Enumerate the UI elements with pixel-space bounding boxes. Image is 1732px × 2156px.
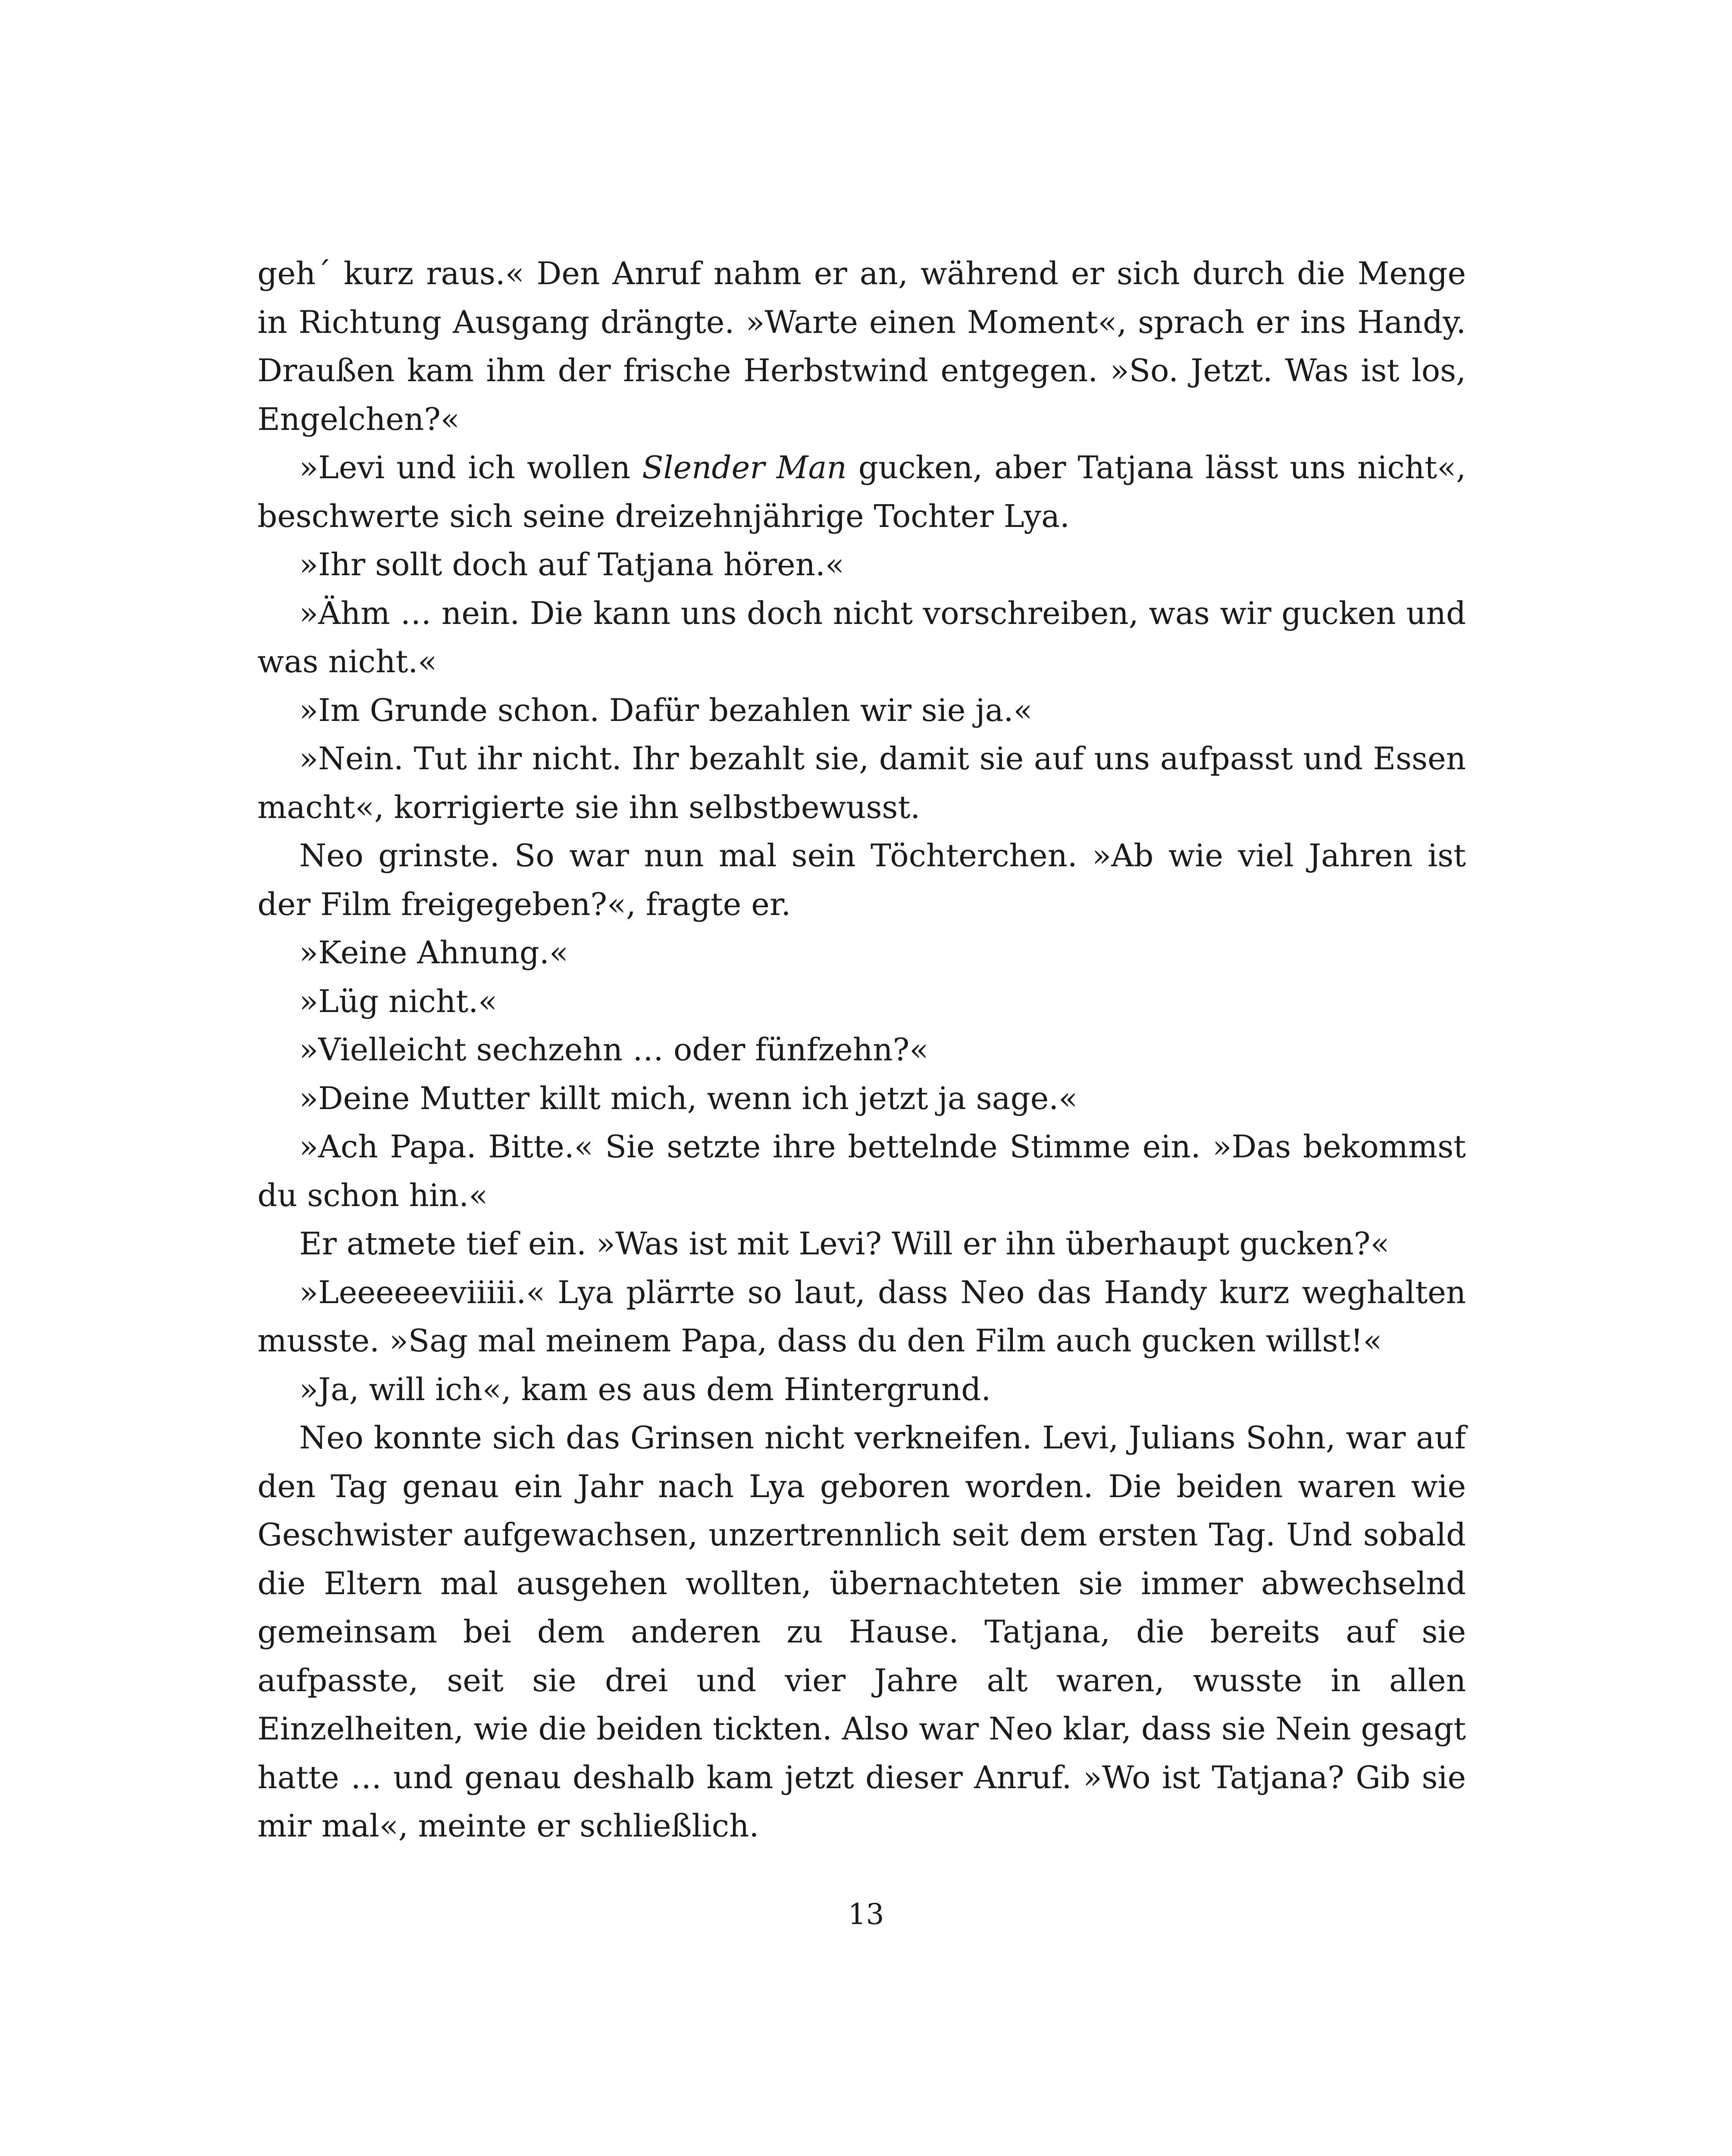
paragraph-5: »Im Grunde schon. Dafür bezahlen wir sie ja.« bbox=[299, 692, 1033, 728]
paragraph-2: »Levi und ich wollen Slender Man gucken, aber Tatjana lässt uns nicht«, beschwerte sich seine dreizehnjährige Tochter Lya. bbox=[257, 449, 1466, 534]
paragraph-15: »Ja, will ich«, kam es aus dem Hintergrund. bbox=[299, 1371, 991, 1407]
page-number: 13 bbox=[848, 1898, 884, 1931]
paragraph-8: »Keine Ahnung.« bbox=[299, 934, 568, 971]
paragraph-13: Er atmete tief ein. »Was ist mit Levi? Will er ihn überhaupt gucken?« bbox=[299, 1225, 1390, 1262]
paragraph-1: geh´ kurz raus.« Den Anruf nahm er an, während er sich durch die Menge in Richtung Ausgang drängte. »Warte einen Moment«, sprach er ins Handy. Draußen kam ihm der frische Herbstwind entgegen. »So. Jetzt. Was ist los, Engelchen?« bbox=[257, 255, 1466, 437]
paragraph-3: »Ihr sollt doch auf Tatjana hören.« bbox=[299, 546, 844, 583]
paragraph-16: Neo konnte sich das Grinsen nicht verkneifen. Levi, Julians Sohn, war auf den Tag genau ein Jahr nach Lya geboren worden. Die beiden waren wie Geschwister aufgewachsen, unzertrennlich seit dem ersten Tag. Und sobald die Eltern mal ausgehen wollten, übernachteten sie immer abwechselnd gemeinsam bei dem anderen zu Hause. Tatjana, die bereits auf sie aufpasste, seit sie drei und vier Jahre alt waren, wusste in allen Einzelheiten, wie die beiden tickten. Also war Neo klar, dass sie Nein gesagt hatte … und genau deshalb kam jetzt dieser Anruf. »Wo ist Tatjana? Gib sie mir mal«, meinte er schließlich. bbox=[257, 1420, 1466, 1844]
paragraph-14: »Leeeeeeviiiii.« Lya plärrte so laut, dass Neo das Handy kurz weghalten musste. »Sag mal meinem Papa, dass du den Film auch gucken willst!« bbox=[257, 1274, 1466, 1359]
paragraph-11: »Deine Mutter killt mich, wenn ich jetzt ja sage.« bbox=[299, 1080, 1078, 1116]
paragraph-6: »Nein. Tut ihr nicht. Ihr bezahlt sie, damit sie auf uns aufpasst und Essen macht«, korrigierte sie ihn selbstbewusst. bbox=[257, 740, 1466, 825]
paragraph-9: »Lüg nicht.« bbox=[299, 983, 498, 1019]
paragraph-10: »Vielleicht sechzehn … oder fünfzehn?« bbox=[299, 1031, 929, 1068]
paragraph-7: Neo grinste. So war nun mal sein Töchterchen. »Ab wie viel Jahren ist der Film freigegeben?«, fragte er. bbox=[257, 837, 1466, 922]
film-title: Slender Man bbox=[642, 449, 847, 486]
paragraph-12: »Ach Papa. Bitte.« Sie setzte ihre bettelnde Stimme ein. »Das bekommst du schon hin.« bbox=[257, 1128, 1466, 1213]
body-text bbox=[257, 249, 1466, 1850]
paragraph-4: »Ähm … nein. Die kann uns doch nicht vorschreiben, was wir gucken und was nicht.« bbox=[257, 595, 1466, 680]
